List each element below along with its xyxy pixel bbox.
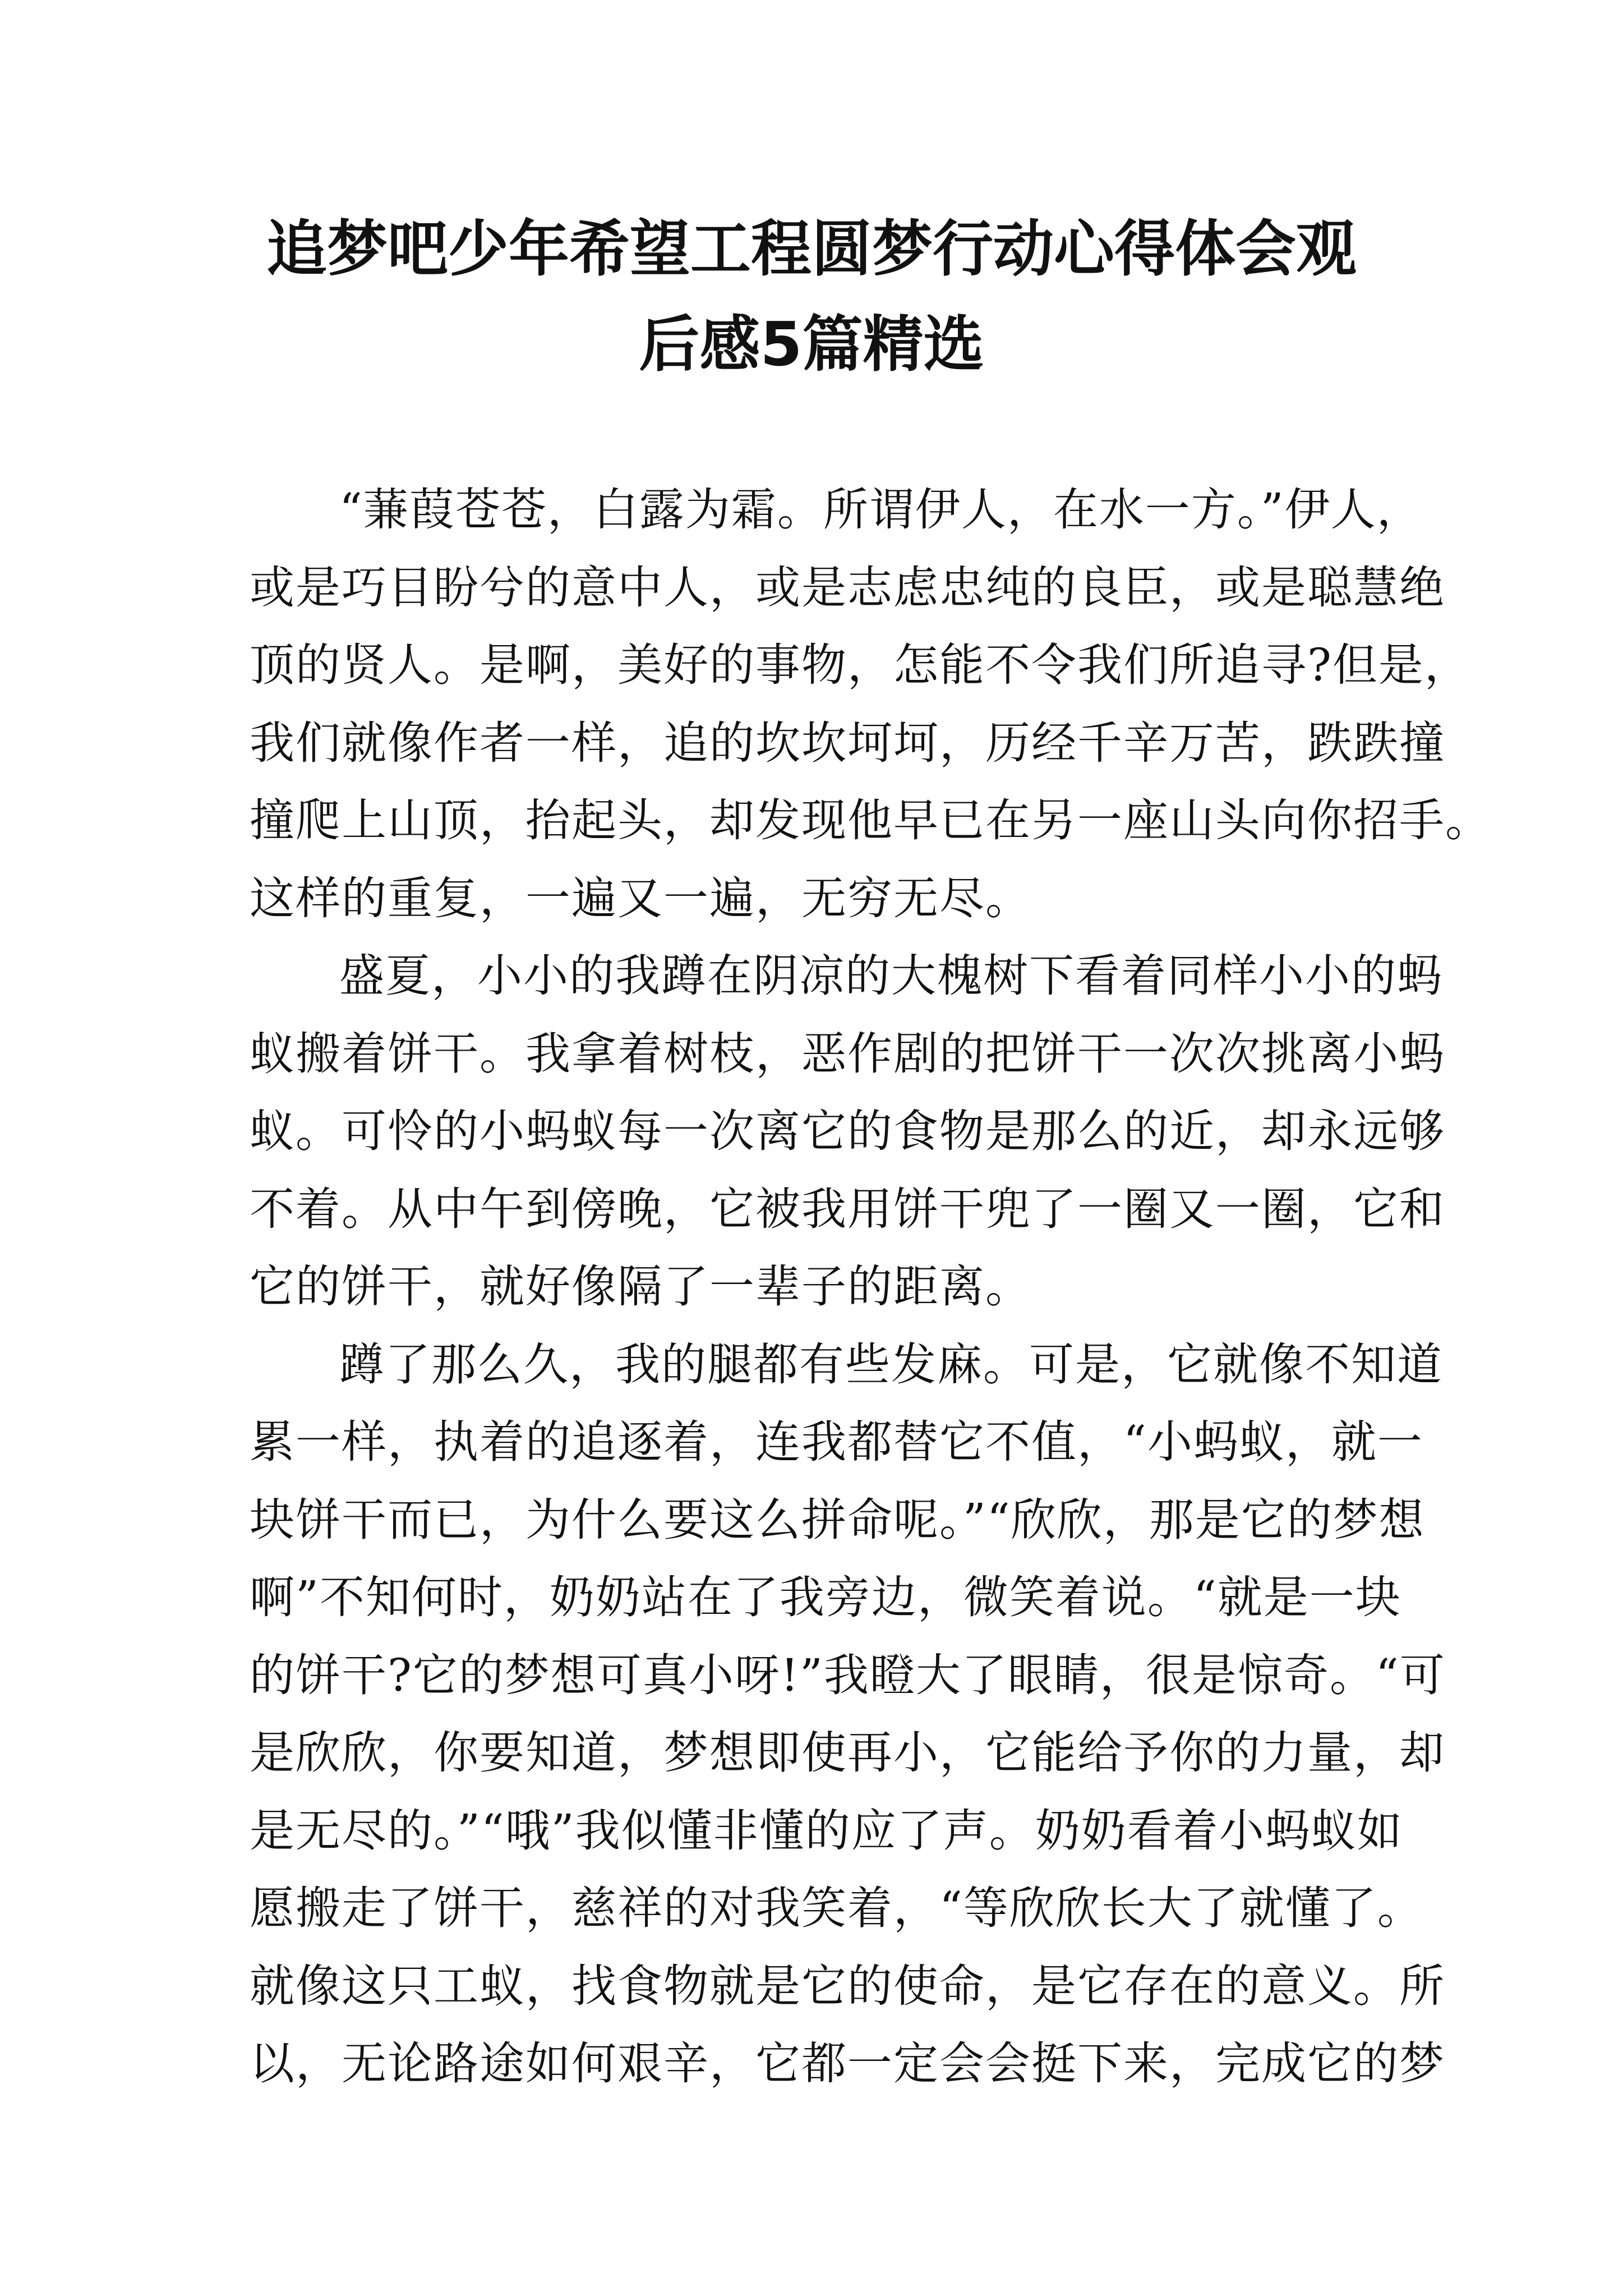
paragraph-line: 蹲了那么久，我的腿都有些发麻。可是，它就像不知道	[339, 1338, 1443, 1391]
paragraph-2	[250, 937, 1445, 1326]
paragraph-line: 顶的贤人。是啊，美好的事物，怎能不令我们所追寻?但是，	[250, 639, 1470, 691]
document-body	[250, 471, 1491, 2103]
paragraph-line: 盛夏，小小的我蹲在阴凉的大槐树下看着同样小小的蚂	[339, 950, 1443, 1002]
paragraph-line: 或是巧目盼兮的意中人，或是志虑忠纯的良臣，或是聪慧绝	[250, 561, 1445, 614]
title-line-1: 追梦吧少年希望工程圆梦行动心得体会观	[266, 214, 1357, 284]
paragraph-line: 以，无论路途如何艰辛，它都一定会会挺下来，完成它的梦	[250, 2037, 1445, 2090]
paragraph-line: 块饼干而已，为什么要这么拼命呢。”“欣欣，那是它的梦想	[250, 1493, 1425, 1546]
paragraph-line: 蚁。可怜的小蚂蚁每一次离它的食物是那么的近，却永远够	[250, 1105, 1445, 1157]
paragraph-line: 是无尽的。”“哦”我似懂非懂的应了声。奶奶看着小蚂蚁如	[250, 1804, 1403, 1857]
paragraph-line: 是欣欣，你要知道，梦想即使再小，它能给予你的力量，却	[250, 1727, 1445, 1779]
paragraph-line: 啊”不知何时，奶奶站在了我旁边，微笑着说。“就是一块	[250, 1571, 1401, 1623]
paragraph-line: 不着。从中午到傍晚，它被我用饼干兜了一圈又一圈，它和	[250, 1182, 1445, 1235]
paragraph-line: 蚁搬着饼干。我拿着树枝，恶作剧的把饼干一次次挑离小蚂	[250, 1027, 1445, 1080]
paragraph-line: 就像这只工蚁，找食物就是它的使命，是它存在的意义。所	[250, 1959, 1445, 2012]
paragraph-line: 累一样，执着的追逐着，连我都替它不值，“小蚂蚁，就一	[250, 1416, 1423, 1468]
paragraph-line: 这样的重复，一遍又一遍，无穷无尽。	[250, 872, 1031, 924]
paragraph-line: 愿搬走了饼干，慈祥的对我笑着，“等欣欣长大了就懂了。	[250, 1882, 1423, 1934]
document-title	[0, 202, 1623, 393]
title-line-2: 后感5篇精选	[639, 310, 984, 380]
paragraph-line: “蒹葭苍苍，白露为霜。所谓伊人，在水一方。”伊人，	[339, 484, 1423, 536]
paragraph-3	[250, 1326, 1446, 2103]
paragraph-1	[250, 471, 1491, 937]
paragraph-line: 的饼干?它的梦想可真小呀!”我瞪大了眼睛，很是惊奇。“可	[250, 1649, 1446, 1701]
paragraph-line: 我们就像作者一样，追的坎坎坷坷，历经千辛万苦，跌跌撞	[250, 716, 1445, 769]
paragraph-line: 撞爬上山顶，抬起头，却发现他早已在另一座山头向你招手。	[250, 794, 1491, 846]
paragraph-line: 它的饼干，就好像隔了一辈子的距离。	[250, 1260, 1031, 1313]
